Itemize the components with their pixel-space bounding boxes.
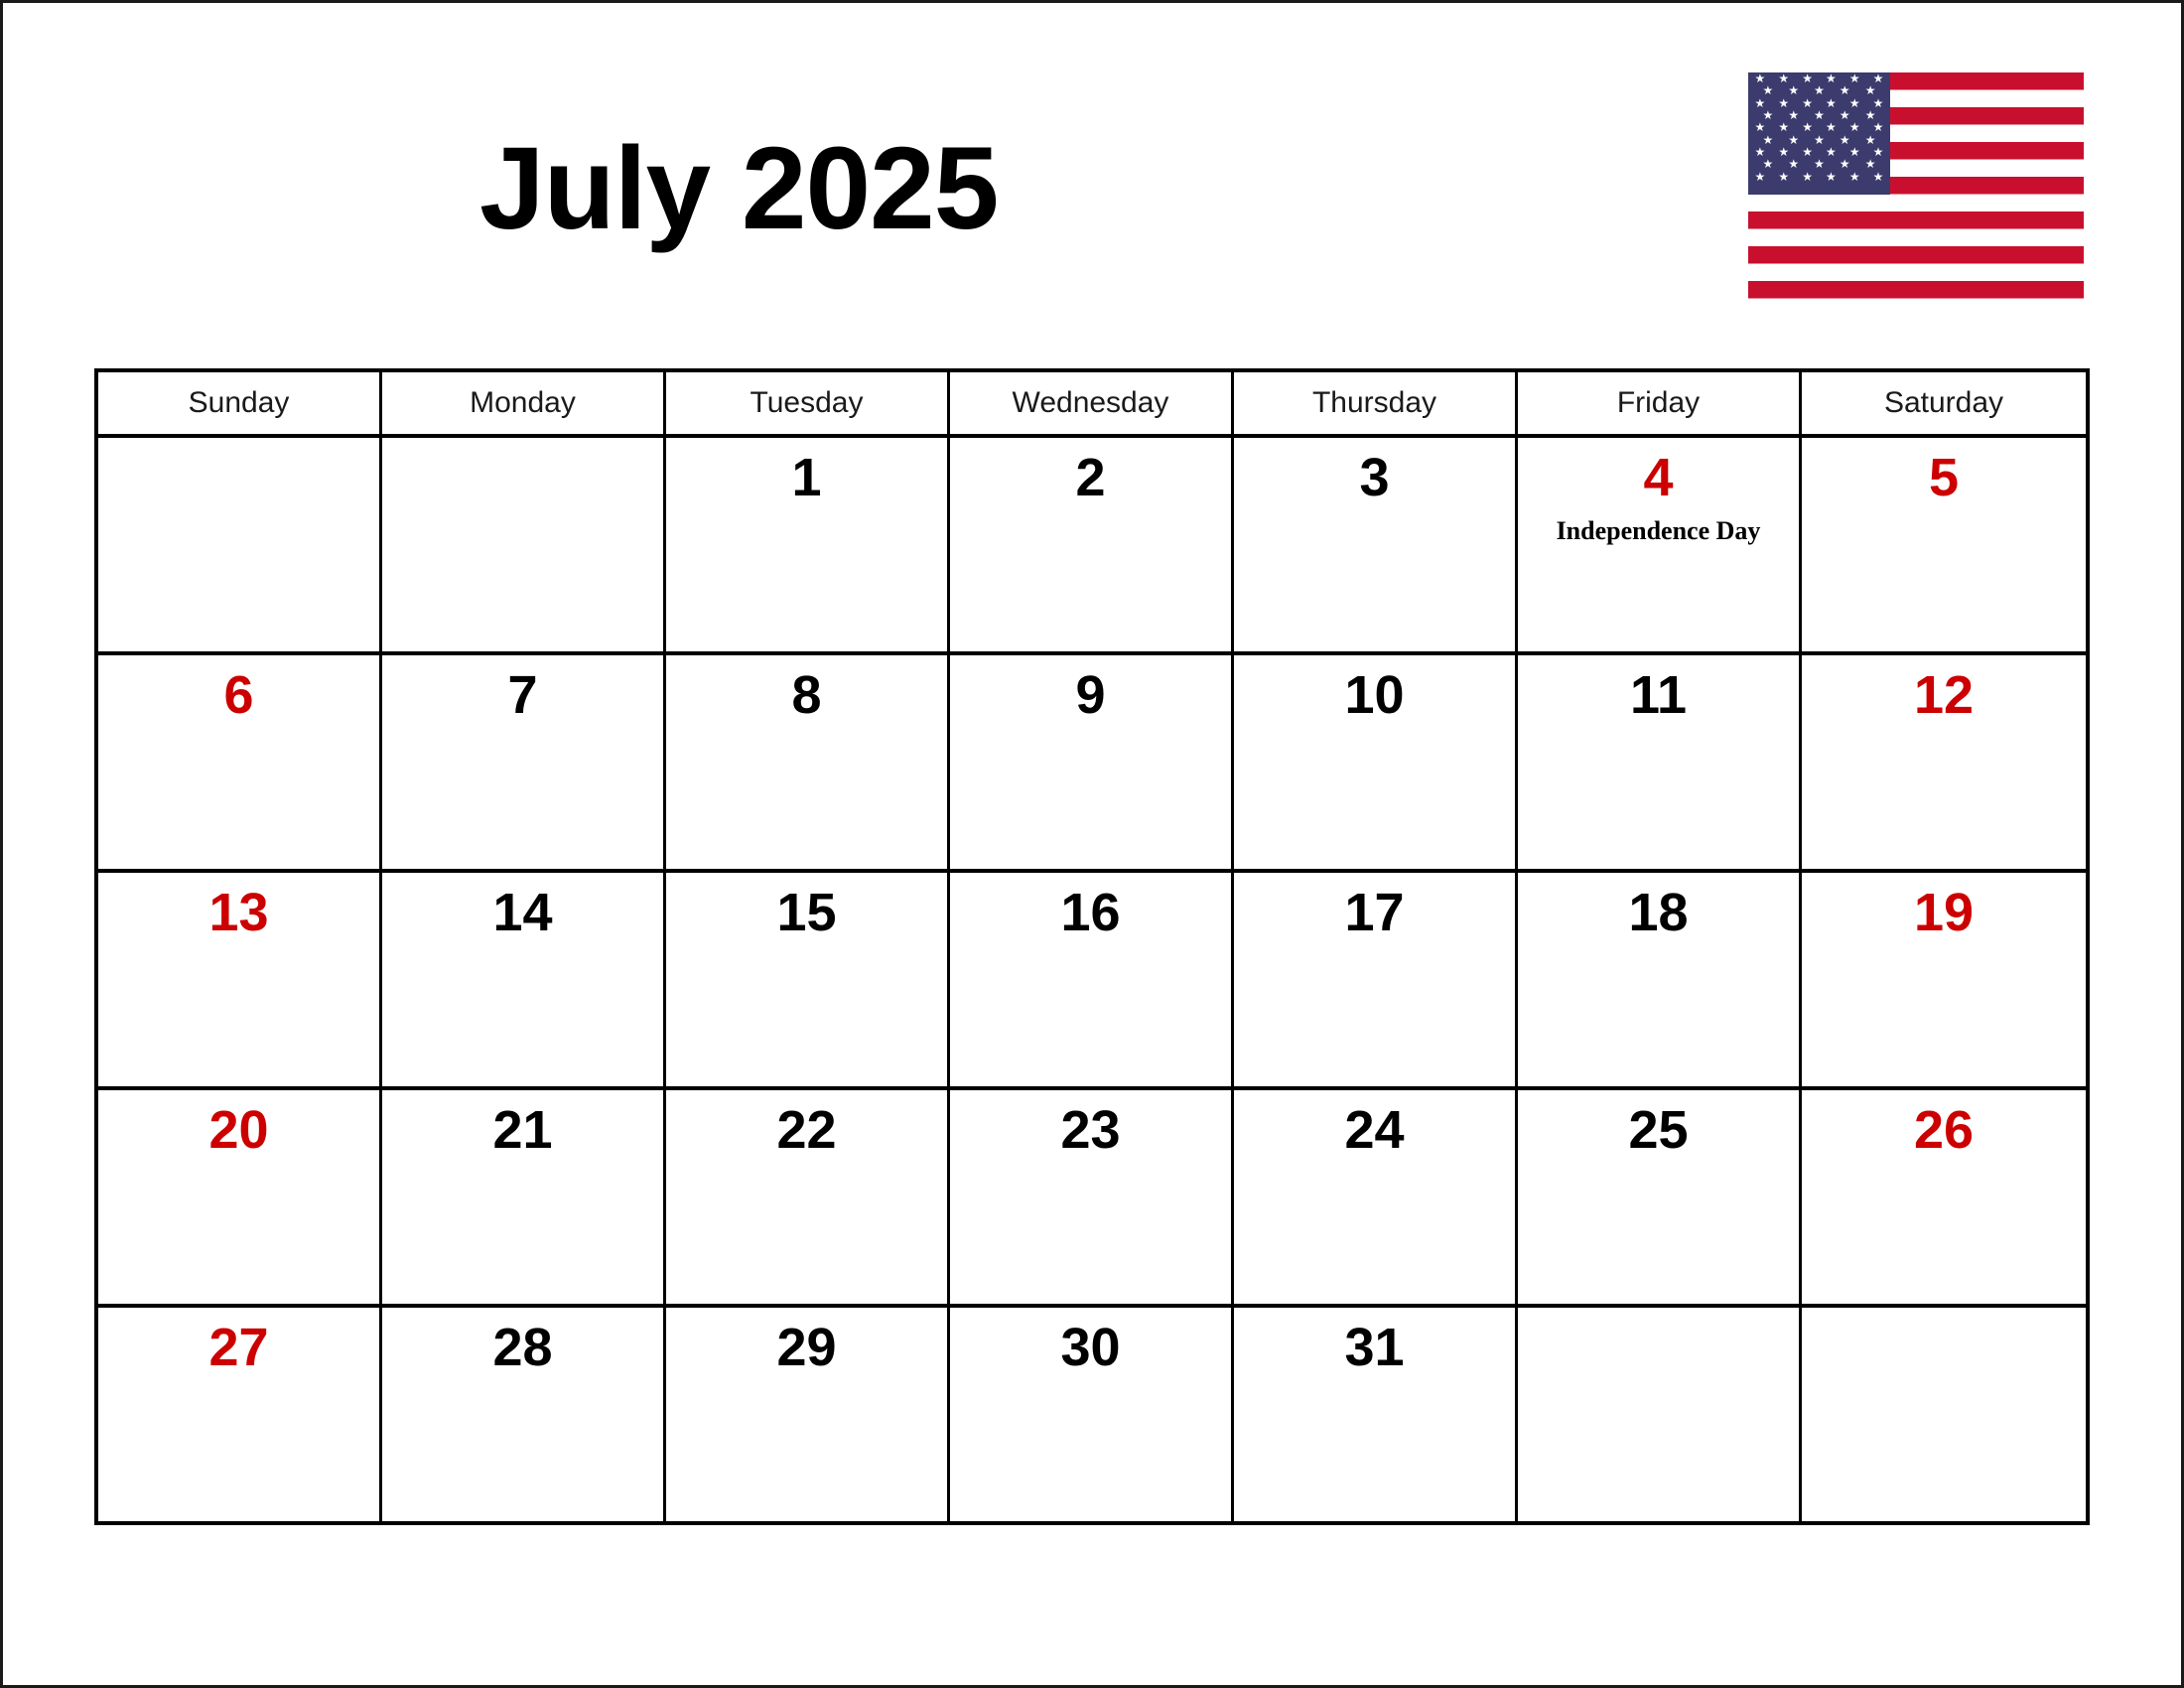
flag-star-row: ★ ★ ★ ★ ★ ★	[1754, 120, 1884, 135]
calendar-week-row	[98, 873, 2086, 1090]
day-number: 10	[1344, 665, 1405, 725]
calendar-grid	[94, 368, 2090, 1525]
day-cell-29[interactable]	[666, 1308, 950, 1521]
calendar-header	[3, 3, 2181, 321]
calendar-week-row	[98, 1090, 2086, 1308]
day-cell-18[interactable]	[1518, 873, 1802, 1086]
day-cell-3[interactable]	[1234, 438, 1518, 651]
weekday-tuesday: Tuesday	[666, 372, 950, 434]
day-number: 19	[1913, 883, 1975, 942]
day-number: 25	[1628, 1100, 1689, 1160]
day-cell-14[interactable]	[382, 873, 666, 1086]
flag-star-row: ★ ★ ★ ★ ★	[1762, 132, 1876, 147]
flag-star-row: ★ ★ ★ ★ ★	[1762, 157, 1876, 172]
weekday-thursday: Thursday	[1234, 372, 1518, 434]
day-number: 29	[776, 1318, 837, 1377]
day-cell-empty	[382, 438, 666, 651]
day-number: 26	[1913, 1100, 1975, 1160]
day-cell-19[interactable]	[1802, 873, 2086, 1086]
flag-star-row: ★ ★ ★ ★ ★ ★	[1754, 72, 1884, 86]
weekday-wednesday: Wednesday	[950, 372, 1234, 434]
calendar-week-row	[98, 655, 2086, 873]
day-cell-26[interactable]	[1802, 1090, 2086, 1304]
day-number: 30	[1060, 1318, 1121, 1377]
day-cell-23[interactable]	[950, 1090, 1234, 1304]
day-cell-empty	[1518, 1308, 1802, 1521]
calendar-week-row	[98, 438, 2086, 655]
day-number: 3	[1359, 448, 1390, 507]
day-cell-8[interactable]	[666, 655, 950, 869]
day-cell-12[interactable]	[1802, 655, 2086, 869]
day-number: 17	[1344, 883, 1405, 942]
day-number: 21	[492, 1100, 553, 1160]
day-number: 7	[507, 665, 538, 725]
day-number: 2	[1075, 448, 1106, 507]
day-number: 5	[1928, 448, 1960, 507]
day-number: 12	[1913, 665, 1975, 725]
day-cell-27[interactable]	[98, 1308, 382, 1521]
calendar-week-row	[98, 1308, 2086, 1521]
day-number: 13	[208, 883, 269, 942]
day-event-label: Independence Day	[1556, 515, 1761, 545]
flag-star-row: ★ ★ ★ ★ ★	[1762, 108, 1876, 123]
day-number: 14	[492, 883, 553, 942]
day-number: 28	[492, 1318, 553, 1377]
flag-star-row: ★ ★ ★ ★ ★ ★	[1754, 95, 1884, 110]
flag-star-row: ★ ★ ★ ★ ★ ★	[1754, 144, 1884, 159]
day-cell-22[interactable]	[666, 1090, 950, 1304]
day-cell-21[interactable]	[382, 1090, 666, 1304]
day-cell-4[interactable]	[1518, 438, 1802, 651]
calendar-weeks	[98, 438, 2086, 1521]
day-cell-25[interactable]	[1518, 1090, 1802, 1304]
day-number: 20	[208, 1100, 269, 1160]
day-number: 31	[1344, 1318, 1405, 1377]
day-number: 16	[1060, 883, 1121, 942]
weekday-saturday: Saturday	[1883, 386, 2004, 419]
day-number: 1	[791, 448, 822, 507]
day-number: 22	[776, 1100, 837, 1160]
day-cell-15[interactable]	[666, 873, 950, 1086]
day-number: 4	[1643, 448, 1674, 507]
us-flag-icon	[1748, 72, 2084, 299]
day-number: 27	[208, 1318, 269, 1377]
weekday-monday: Monday	[382, 372, 666, 434]
day-cell-1[interactable]	[666, 438, 950, 651]
day-cell-2[interactable]	[950, 438, 1234, 651]
day-cell-24[interactable]	[1234, 1090, 1518, 1304]
weekday-header-row	[98, 372, 2086, 438]
weekday-sunday: Sunday	[98, 372, 382, 434]
day-cell-17[interactable]	[1234, 873, 1518, 1086]
day-number: 24	[1344, 1100, 1405, 1160]
day-number: 15	[776, 883, 837, 942]
day-cell-5[interactable]	[1802, 438, 2086, 651]
page-title: July 2025	[479, 123, 999, 254]
day-cell-10[interactable]	[1234, 655, 1518, 869]
day-number: 6	[223, 665, 254, 725]
flag-canton	[1748, 72, 1890, 195]
day-cell-16[interactable]	[950, 873, 1234, 1086]
day-cell-empty	[1802, 1308, 2086, 1521]
day-number: 18	[1628, 883, 1689, 942]
day-cell-13[interactable]	[98, 873, 382, 1086]
day-cell-11[interactable]	[1518, 655, 1802, 869]
day-number: 8	[791, 665, 822, 725]
day-number: 23	[1060, 1100, 1121, 1160]
day-cell-30[interactable]	[950, 1308, 1234, 1521]
day-cell-9[interactable]	[950, 655, 1234, 869]
day-cell-28[interactable]	[382, 1308, 666, 1521]
day-cell-31[interactable]	[1234, 1308, 1518, 1521]
weekday-friday: Friday	[1518, 372, 1802, 434]
day-cell-empty	[98, 438, 382, 651]
day-number: 11	[1629, 665, 1688, 725]
day-cell-20[interactable]	[98, 1090, 382, 1304]
day-cell-7[interactable]	[382, 655, 666, 869]
flag-star-row: ★ ★ ★ ★ ★ ★	[1754, 169, 1884, 184]
day-cell-6[interactable]	[98, 655, 382, 869]
flag-star-row: ★ ★ ★ ★ ★	[1762, 83, 1876, 98]
day-number: 9	[1075, 665, 1106, 725]
